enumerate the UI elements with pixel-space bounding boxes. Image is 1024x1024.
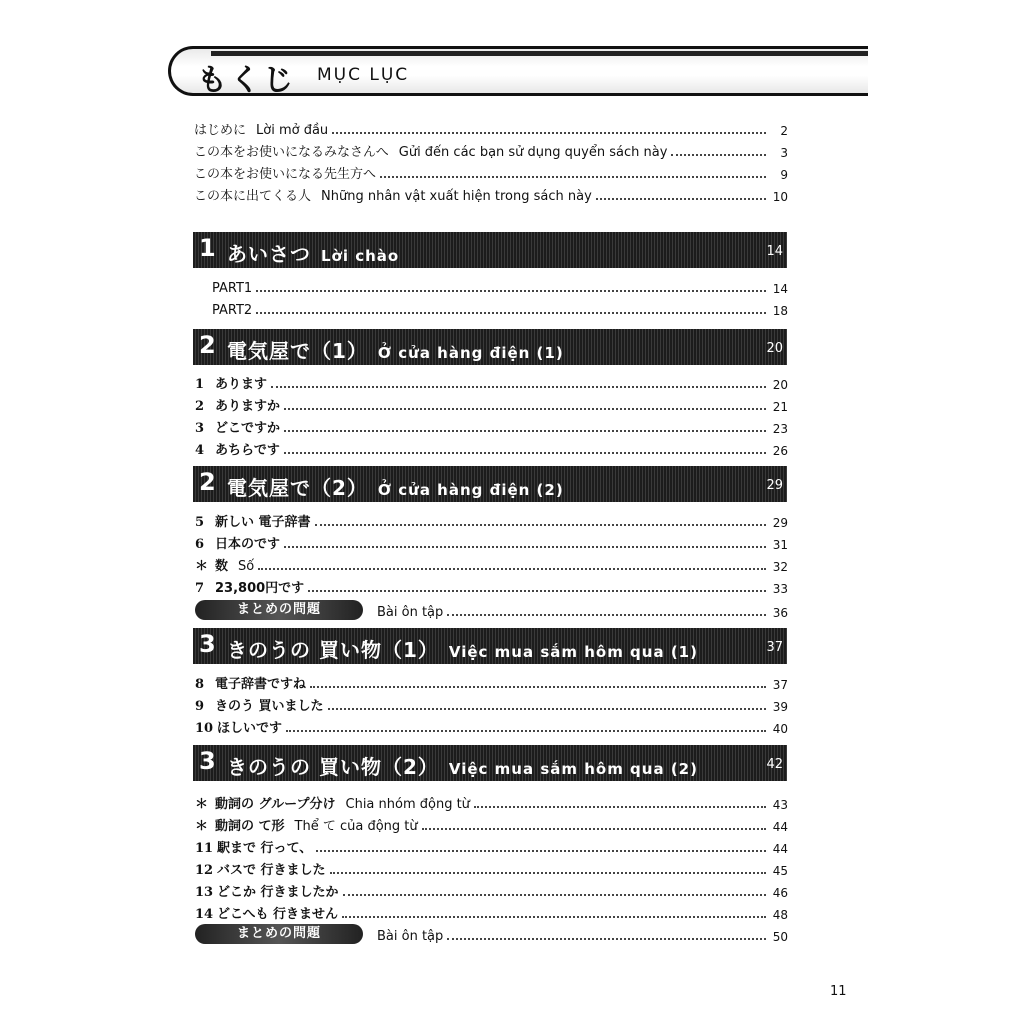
entry-number: ＊ (195, 559, 209, 574)
toc-entry[interactable] (195, 436, 788, 458)
leader-dots (343, 894, 766, 896)
leader-dots (342, 916, 766, 918)
toc-entry[interactable] (195, 878, 788, 900)
entry-vi: Bài ôn tập (377, 605, 444, 620)
section-page: 14 (766, 244, 783, 259)
entry-number: 11 (195, 841, 214, 856)
entry-page: 23 (772, 422, 788, 436)
entry-number: 7 (195, 581, 205, 596)
toc-entry[interactable] (212, 274, 788, 296)
entry-page: 20 (772, 378, 788, 392)
entry-jp: 電子辞書ですね (215, 677, 307, 692)
entry-page: 40 (772, 722, 788, 736)
entry-number: 8 (195, 677, 205, 692)
entry-jp: PART2 (212, 303, 253, 318)
entry-jp: 新しい 電子辞書 (215, 515, 311, 530)
entry-page: 43 (772, 798, 788, 812)
leader-dots (284, 546, 766, 548)
entry-jp: どこか 行きましたか (217, 885, 339, 900)
entry-number: 5 (195, 515, 205, 530)
entry-page: 45 (772, 864, 788, 878)
section-title (227, 238, 399, 267)
toc-entry[interactable] (194, 138, 788, 160)
entry-jp: この本をお使いになるみなさんへ (194, 145, 389, 160)
section-title-jp: あいさつ (227, 242, 311, 266)
leader-dots (447, 938, 766, 940)
entry-page: 10 (772, 190, 788, 204)
entry-number: 6 (195, 537, 205, 552)
toc-entry[interactable] (195, 856, 788, 878)
toc-entry[interactable] (195, 414, 788, 436)
entry-page: 3 (780, 146, 788, 160)
toc-entry[interactable] (194, 116, 788, 138)
section-title-vi: Ở cửa hàng điện (2) (377, 481, 564, 499)
entry-page: 31 (772, 538, 788, 552)
leader-dots (284, 430, 766, 432)
entry-number: 1 (195, 377, 205, 392)
toc-entry[interactable] (195, 812, 788, 834)
entry-vi: Chia nhóm động từ (345, 797, 470, 812)
leader-dots (671, 154, 766, 156)
entry-jp: 動詞の て形 (215, 819, 285, 834)
section-title (227, 335, 564, 364)
entry-jp: 日本のです (215, 537, 281, 552)
leader-dots (271, 386, 766, 388)
review-badge: まとめの問題 (195, 600, 363, 620)
section-number: 2 (199, 468, 216, 496)
entry-page: 18 (772, 304, 788, 318)
entry-jp: ありますか (215, 399, 281, 414)
entry-page: 46 (772, 886, 788, 900)
entry-number: 9 (195, 699, 205, 714)
entry-vi: Thể て của động từ (294, 819, 418, 834)
toc-entry[interactable] (194, 182, 788, 204)
entry-page: 9 (780, 168, 788, 182)
section-title (227, 472, 564, 501)
toc-entry[interactable] (194, 160, 788, 182)
section-title-jp: 電気屋で（1） (227, 339, 368, 363)
section-title-vi: Việc mua sắm hôm qua (1) (448, 643, 698, 661)
entry-number: 3 (195, 421, 205, 436)
entry-vi: Bài ôn tập (377, 929, 444, 944)
entry-vi: Lời mở đầu (256, 123, 329, 138)
toc-entry[interactable] (195, 530, 788, 552)
toc-entry[interactable] (195, 370, 788, 392)
entry-jp: あちらです (215, 443, 280, 458)
section-title (227, 751, 698, 780)
section-page: 37 (766, 640, 783, 655)
leader-dots (447, 614, 766, 616)
toc-entry[interactable] (195, 508, 788, 530)
entry-jp: この本に出てくる人 (194, 189, 312, 204)
section-title-vi: Ở cửa hàng điện (1) (377, 344, 564, 362)
section-page: 42 (766, 757, 783, 772)
toc-entry[interactable] (195, 670, 788, 692)
leader-dots (286, 730, 766, 732)
entry-page: 44 (772, 842, 788, 856)
leader-dots (422, 828, 766, 830)
section-header[interactable] (193, 628, 787, 664)
section-title (227, 634, 698, 663)
toc-entry[interactable] (195, 790, 788, 812)
entry-jp: 23,800円です (215, 581, 305, 596)
toc-entry[interactable] (195, 574, 788, 596)
section-number: 3 (199, 747, 216, 775)
section-title-jp: きのうの 買い物（2） (227, 755, 439, 779)
entry-page: 48 (772, 908, 788, 922)
entry-number: 13 (195, 885, 214, 900)
leader-dots (258, 568, 766, 570)
entry-jp: バスで 行きました (217, 863, 326, 878)
leader-dots (315, 524, 766, 526)
entry-vi: Những nhân vật xuất hiện trong sách này (321, 189, 592, 204)
entry-jp: PART1 (212, 281, 253, 296)
entry-number: 10 (195, 721, 214, 736)
entry-page: 2 (780, 124, 788, 138)
entry-jp: どこですか (215, 421, 281, 436)
entry-page: 21 (772, 400, 788, 414)
section-page: 29 (766, 478, 783, 493)
leader-dots (596, 198, 766, 200)
leader-dots (380, 176, 766, 178)
page-number: 11 (830, 984, 847, 999)
section-title-jp: 電気屋で（2） (227, 476, 368, 500)
leader-dots (284, 408, 766, 410)
section-title-jp: きのうの 買い物（1） (227, 638, 439, 662)
entry-page: 36 (772, 606, 788, 620)
entry-jp: 駅まで 行って、 (217, 841, 313, 856)
toc-title-bar (168, 46, 868, 96)
entry-jp: 動詞の グループ分け (215, 797, 336, 812)
entry-vi: Gửi đến các bạn sử dụng quyển sách này (398, 145, 668, 160)
section-header[interactable] (193, 745, 787, 781)
leader-dots (330, 872, 766, 874)
entry-page: 14 (772, 282, 788, 296)
leader-dots (332, 132, 766, 134)
review-badge: まとめの問題 (195, 924, 363, 944)
leader-dots (256, 312, 766, 314)
section-number: 2 (199, 331, 216, 359)
section-header[interactable] (193, 329, 787, 365)
entry-number: ＊ (195, 797, 209, 812)
entry-page: 37 (772, 678, 788, 692)
toc-entry[interactable] (212, 296, 788, 318)
entry-jp: この本をお使いになる先生方へ (194, 167, 377, 182)
leader-dots (284, 452, 766, 454)
entry-jp: ほしいです (217, 721, 283, 736)
section-header[interactable] (193, 232, 787, 268)
entry-page: 26 (772, 444, 788, 458)
entry-number: 14 (195, 907, 214, 922)
toc-entry[interactable] (195, 598, 788, 620)
leader-dots (474, 806, 766, 808)
entry-number: 2 (195, 399, 205, 414)
entry-page: 29 (772, 516, 788, 530)
entry-page: 33 (772, 582, 788, 596)
entry-page: 32 (772, 560, 788, 574)
toc-entry[interactable] (195, 552, 788, 574)
entry-page: 50 (772, 930, 788, 944)
toc-entry[interactable] (195, 392, 788, 414)
entry-number: 12 (195, 863, 214, 878)
leader-dots (328, 708, 766, 710)
toc-entry[interactable] (195, 714, 788, 736)
section-number: 1 (199, 234, 216, 262)
section-title-vi: Lời chào (321, 247, 400, 265)
toc-entry[interactable] (195, 922, 788, 944)
entry-jp: きのう 買いました (215, 699, 324, 714)
entry-number: 4 (195, 443, 205, 458)
section-page: 20 (766, 341, 783, 356)
toc-entry[interactable] (195, 900, 788, 922)
leader-dots (256, 290, 766, 292)
entry-jp: どこへも 行きません (217, 907, 339, 922)
section-header[interactable] (193, 466, 787, 502)
section-number: 3 (199, 630, 216, 658)
entry-jp: はじめに (194, 123, 247, 138)
entry-vi: Số (238, 559, 255, 574)
entry-jp: 数 (215, 559, 229, 574)
leader-dots (308, 590, 766, 592)
toc-entry[interactable] (195, 692, 788, 714)
entry-jp: あります (215, 377, 268, 392)
leader-dots (316, 850, 766, 852)
section-title-vi: Việc mua sắm hôm qua (2) (448, 760, 698, 778)
entry-page: 39 (772, 700, 788, 714)
leader-dots (310, 686, 766, 688)
toc-entry[interactable] (195, 834, 788, 856)
toc-title-vi: MỤC LỤC (317, 65, 410, 85)
toc-title-jp: もくじ (197, 63, 296, 98)
entry-number: ＊ (195, 819, 209, 834)
entry-page: 44 (772, 820, 788, 834)
